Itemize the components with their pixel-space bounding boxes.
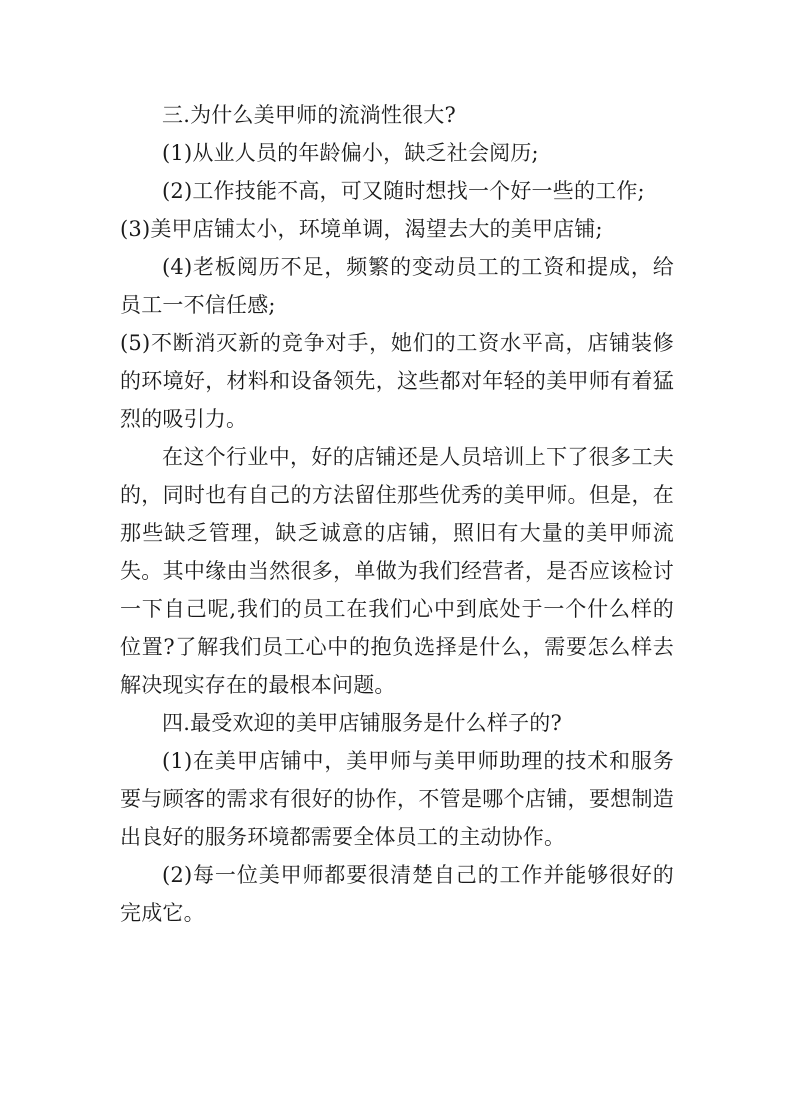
document-page	[120, 96, 674, 932]
body-paragraph: 在这个行业中，好的店铺还是人员培训上下了很多工夫的，同时也有自己的方法留住那些优秀的美甲师。但是，在那些缺乏管理，缺乏诚意的店铺，照旧有大量的美甲师流失。其中缘由当然很多，单做为我们经营者，是否应该检讨一下自己呢,我们的员工在我们心中到底处于一个什么样的位置?了解我们员工心中的抱负选择是什么，需要怎么样去解决现实存在的最根本问题。	[120, 445, 674, 697]
list-item-3: (3)美甲店铺太小，环境单调，渴望去大的美甲店铺;	[120, 217, 603, 241]
section-heading-3: 三.为什么美甲师的流淌性很大?	[162, 103, 456, 127]
list-item-4: (4)老板阅历不足，频繁的变动员工的工资和提成，给员工一不信任感;	[120, 255, 674, 317]
list-item-1: (1)从业人员的年龄偏小，缺乏社会阅历;	[162, 141, 539, 165]
list-item-4-2: (2)每一位美甲师都要很清楚自己的工作并能够很好的完成它。	[120, 863, 674, 925]
list-item-4-1: (1)在美甲店铺中，美甲师与美甲师助理的技术和服务要与顾客的需求有很好的协作，不管是哪个店铺，要想制造出良好的服务环境都需要全体员工的主动协作。	[120, 749, 674, 849]
list-item-5: (5)不断消灭新的竞争对手，她们的工资水平高，店铺装修的环境好，材料和设备领先，这些都对年轻的美甲师有着猛烈的吸引力。	[120, 331, 674, 431]
list-item-2: (2)工作技能不高，可又随时想找一个好一些的工作;	[162, 179, 645, 203]
section-heading-4: 四.最受欢迎的美甲店铺服务是什么样子的?	[162, 711, 562, 735]
